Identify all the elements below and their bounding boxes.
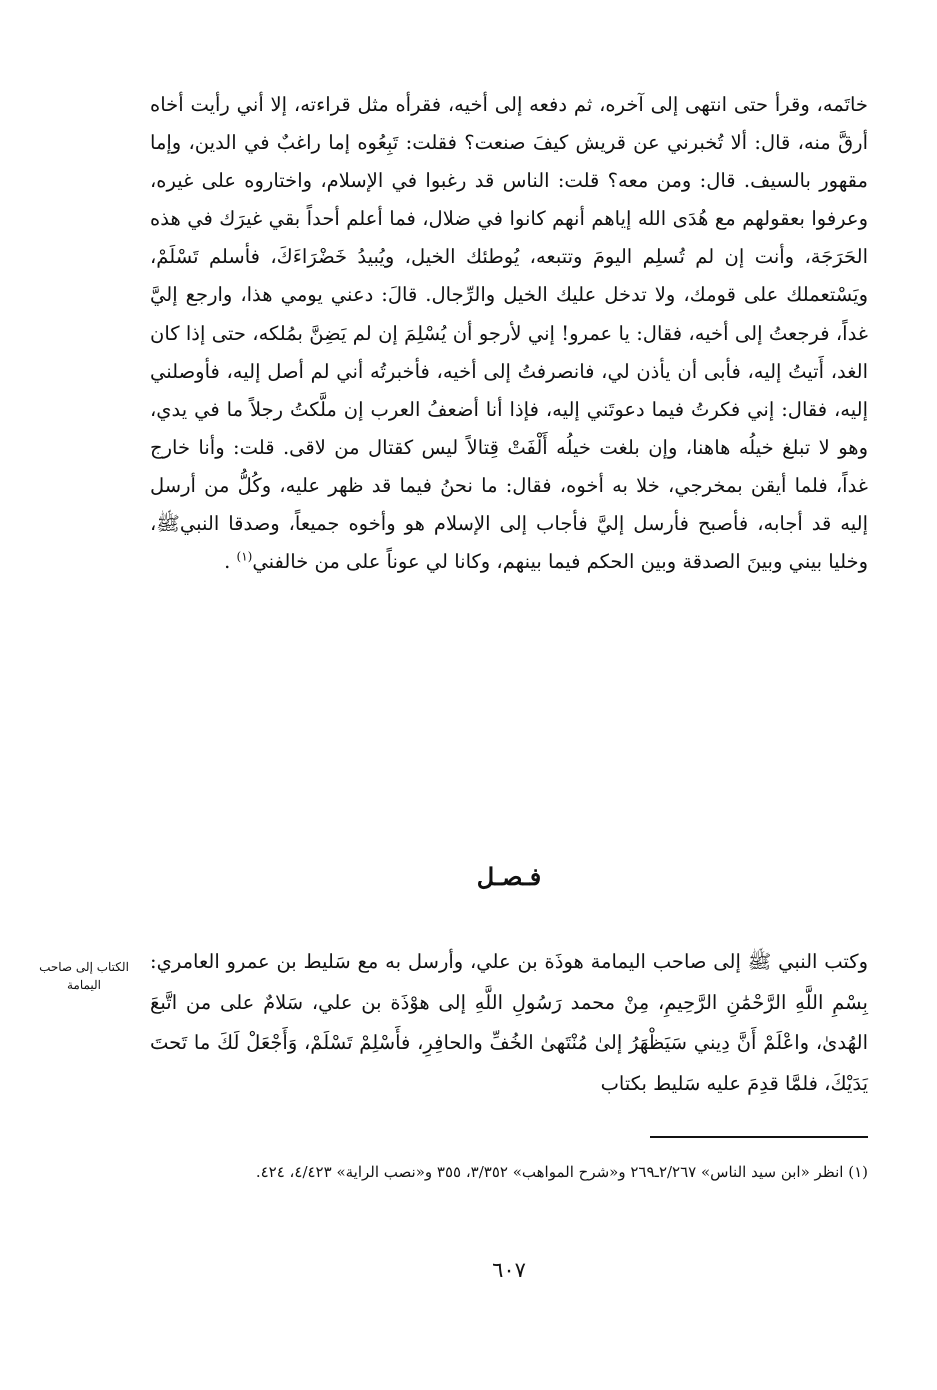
page-number: ٦٠٧ [492,1258,526,1282]
letter-paragraph: وكتب النبي ﷺ إلى صاحب اليمامة هوذَة بن علي، وأرسل به مع سَليط بن عمرو العامري: بِسْمِ اللَّهِ الرَّحْمَٰنِ الرَّحِيمِ، مِنْ محمد رَسُولِ اللَّهِ إلى هوْذَة بن علي، سَلامٌ على من اتَّبعَ الهُدىٰ، واعْلَمْ أَنَّ دِيني سَيَظْهَرُ إلىٰ مُنْتَهىٰ الخُفِّ والحافِرِ، فأَسْلِمْ تَسْلَمْ، وَأَجْعَلْ لَكَ ما تَحتَ يَدَيْكَ، فلمَّا قدِمَ عليه سَليط بكتاب [150,950,868,1095]
section-heading: فـصـل [476,862,542,891]
footnote-reference: (١) [236,549,253,564]
footnote: (١) انظر «ابن سيد الناس» ٢/٢٦٧ـ٢٦٩ و«شرح المواهب» ٣/٣٥٢، ٣٥٥ و«نصب الراية» ٤/٤٢٣، ٤٢٤. [255,1163,868,1181]
footnote-divider [650,1136,868,1138]
main-text-end: . [224,550,237,574]
margin-note: الكتاب إلى صاحب اليمامة [39,960,129,992]
main-text-block [150,86,868,581]
main-text: خاتَمه، وقرأ حتى انتهى إلى آخره، ثم دفعه إلى أخيه، فقرأه مثل قراءته، إلا أني رأيت أخاه أرقَّ منه، قال: ألا تُخبرني عن قريش كيفَ صنعت؟ فقلت: تَبِعُوه إما راغبٌ في الدين، وإما مقهور بالسيف. قال: ومن معه؟ قلت: الناس قد رغبوا في الإسلام، واختاروه على غيره، وعرفوا بعقولهم مع هُدَى الله إياهم أنهم كانوا في ضلال، فما أعلم أحداً بقي غيرَك في هذه الحَرَجَة، وأنت إن لم تُسلِم اليومَ وتتبعه، يُوطئك الخيل، ويُبيدُ خَضْرَاءَكَ، فأسلم تَسْلَمْ، ويَسْتعملك على قومك، ولا تدخل عليك الخيل والرِّجال. قالَ: دعني يومي هذا، وارجع إليَّ غداً، فرجعتُ إلى أخيه، فقال: يا عمرو! إني لأرجو أن يُسْلِمَ إن لم يَضِنَّ بمُلكه، حتى إذا كان الغد، أَتيتُ إليه، فأبى أن يأذن لي، فانصرفتُ إلى أخيه، فأخبرتُه أني لم أصل إليه، فأوصلني إليه، فقال: إني فكرتُ فيما دعوتَني إليه، فإذا أنا أضعفُ العرب إن ملَّكتُ رجلاً ما في يدي، وهو لا تبلغ خيلُه هاهنا، وإن بلغت خيلُه أَلْفَتْ قِتالاً ليس كقتال من لاقى. قلت: وأنا خارج غداً، فلما أيقن بمخرجي، خلا به أخوه، فقال: ما نحنُ فيما قد ظهر عليه، وكُلُّ من أرسل إليه قد أجابه، فأصبح فأرسل إليَّ فأجاب إلى الإسلام هو وأخوه جميعاً، وصدقا النبيﷺ، وخليا بيني وبينَ الصدقة وبين الحكم فيما بينهم، وكانا لي عوناً على من خالفني [150,93,868,574]
main-paragraph [150,86,868,581]
